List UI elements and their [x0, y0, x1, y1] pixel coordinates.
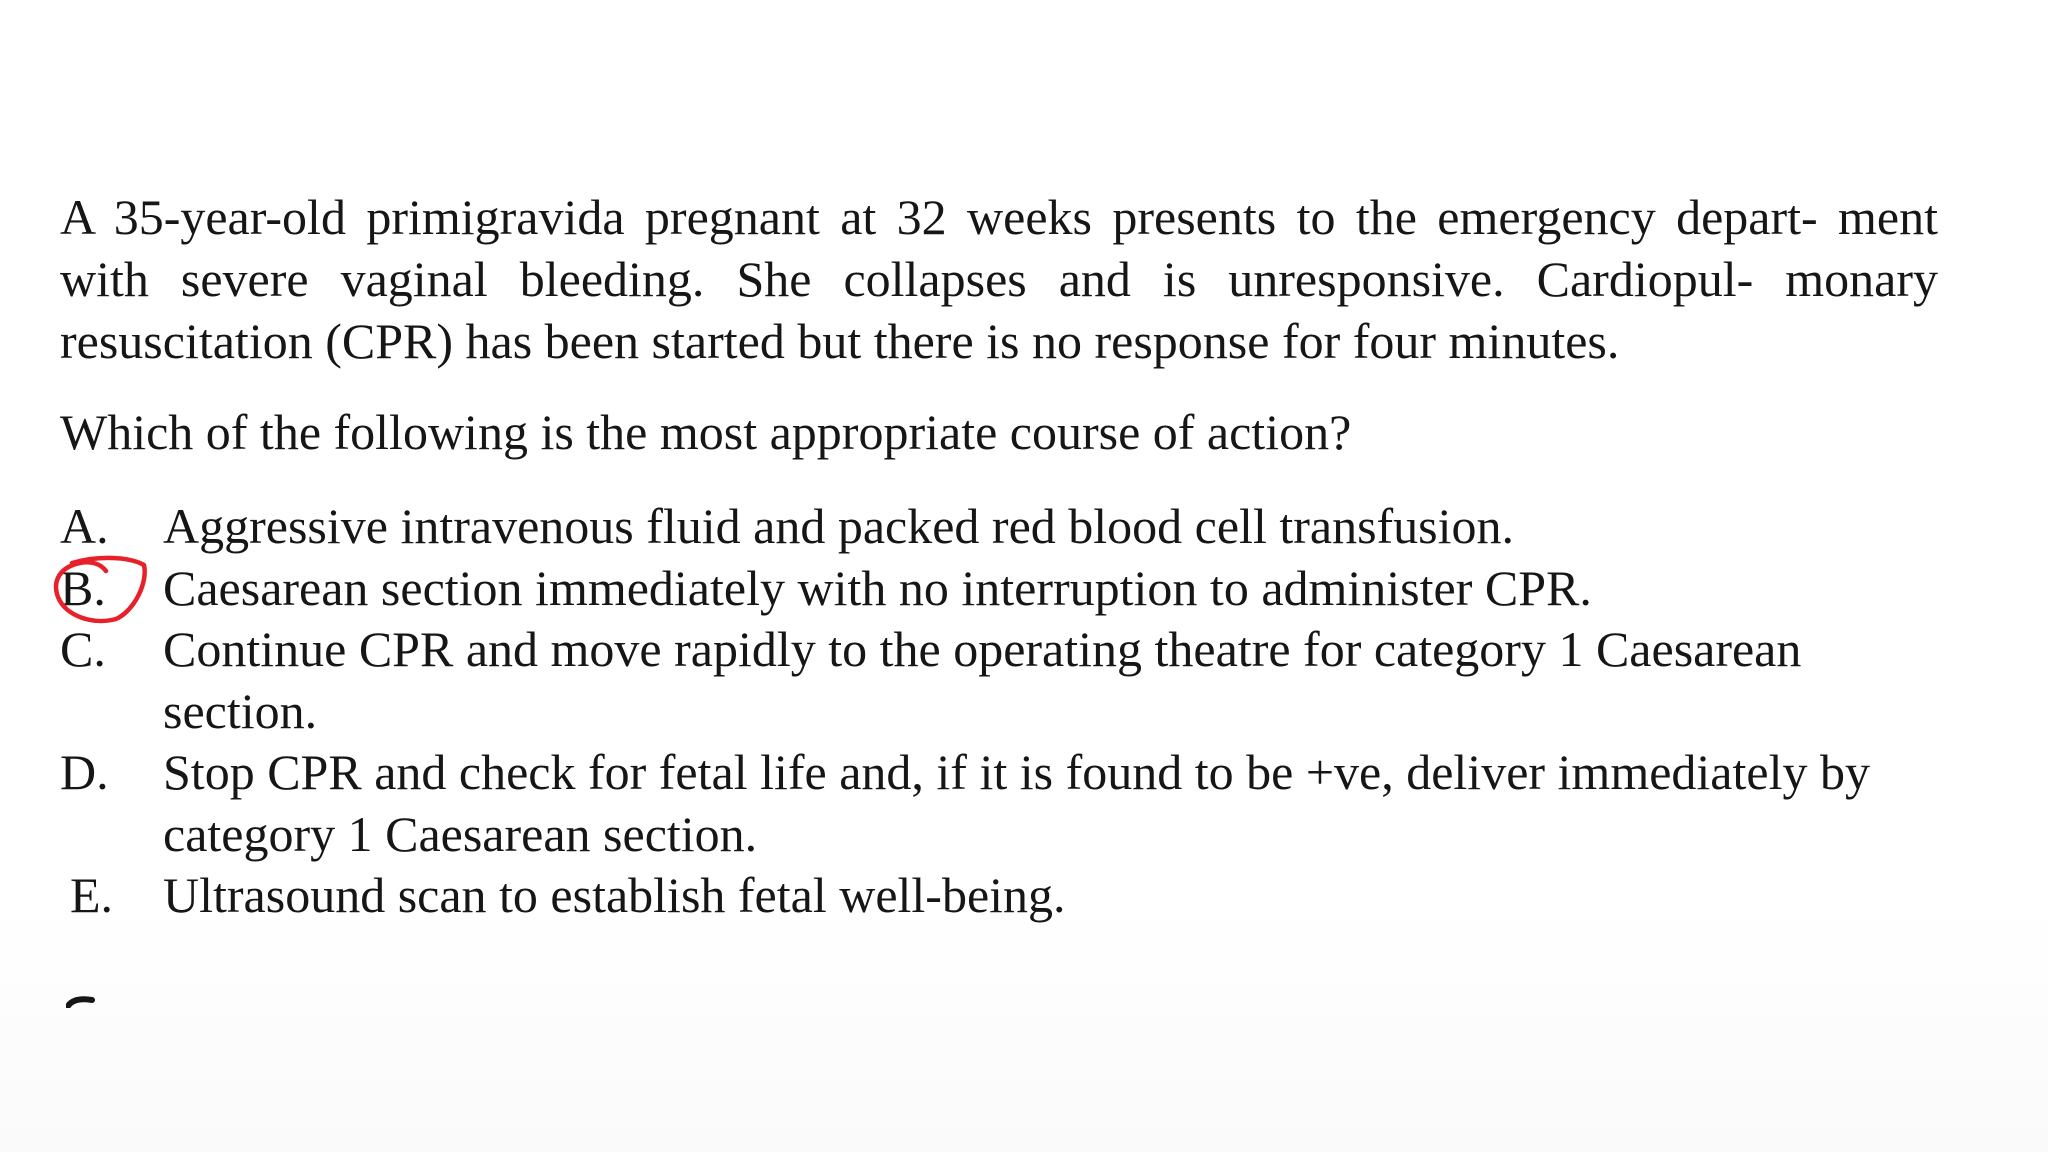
option-c [60, 619, 1940, 742]
option-b [60, 558, 1940, 620]
option-text: Stop CPR and check for fetal life and, if it is found to be +ve, deliver immediately by category 1 Caesarean section. [163, 744, 1870, 862]
option-a [60, 496, 1940, 558]
option-letter: B. [60, 559, 106, 616]
stem-line-1: A 35-year-old primigravida pregnant at 32 weeks presents to the emergency depart- [60, 189, 1818, 245]
option-letter: E. [70, 867, 114, 923]
option-e [60, 865, 1940, 927]
option-text: Continue CPR and move rapidly to the operating theatre for category 1 Caesarean section. [163, 621, 1802, 739]
option-letter: A. [60, 498, 109, 554]
option-letter: D. [60, 744, 109, 800]
option-d [60, 742, 1940, 865]
stray-pen-mark [66, 996, 96, 1008]
question-stem [60, 186, 1938, 372]
answer-circle-annotation [50, 553, 150, 625]
answer-options [60, 496, 1940, 927]
question-prompt: Which of the following is the most appropriate course of action? [60, 404, 1352, 460]
option-text: Caesarean section immediately with no interruption to administer CPR. [163, 559, 1592, 616]
option-text: Ultrasound scan to establish fetal well-being. [163, 867, 1066, 923]
option-text: Aggressive intravenous fluid and packed red blood cell transfusion. [163, 498, 1515, 554]
stem-line-3: monary resuscitation (CPR) has been started but there is no response for four minutes. [60, 251, 1939, 369]
option-letter: C. [60, 621, 106, 677]
stem-line-2: ment with severe vaginal bleeding. She collapses and is unresponsive. Cardiopul- [60, 189, 1939, 307]
